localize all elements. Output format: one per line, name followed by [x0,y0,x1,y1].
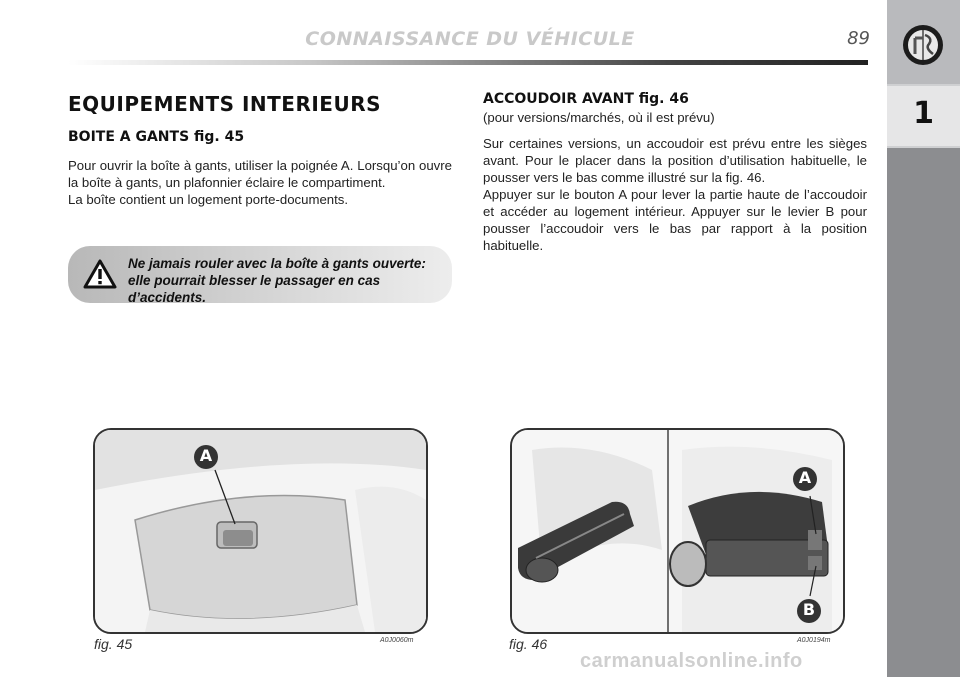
armrest-text [483,135,867,254]
page-number: 89 [847,28,870,49]
figure-caption: fig. 46 [509,636,548,652]
figure-code: A0J0194m [797,637,831,644]
alfa-romeo-logo-icon [902,24,944,66]
chapter-number: 1 [913,96,934,131]
paragraph: La boîte contient un logement porte-documents. [68,192,349,207]
armrest-illustration [512,430,843,632]
warning-line: elle pourrait blesser le passager en cas d’accidents. [128,273,381,305]
running-title: CONNAISSANCE DU VÉHICULE [305,28,635,50]
figure-code: A0J0060m [380,637,414,644]
armrest-subtitle: (pour versions/marchés, où il est prévu) [483,110,715,125]
figure-label: A [199,446,213,465]
warning-triangle-icon [82,258,118,290]
figure-label: A [798,468,812,487]
warning-box [68,246,452,303]
glovebox-illustration [95,430,426,632]
figure-label: B [802,600,816,619]
header-rule [68,60,868,65]
chapter-side-tab [887,0,960,677]
footer-watermark: carmanualsonline.info [580,650,803,672]
paragraph: Sur certaines versions, un accoudoir est prévu entre les sièges avant. Pour le placer dans la position d’utilisation habituelle, le pousser vers le bas comme illustré sur la fig. 46. [483,136,867,185]
section-title: EQUIPEMENTS INTERIEURS [68,92,382,116]
warning-text [128,255,443,306]
figure-45 [93,428,428,634]
warning-line: Ne jamais rouler avec la boîte à gants ouverte: [128,256,426,271]
figure-caption: fig. 45 [94,636,133,652]
side-band [887,148,960,677]
paragraph: Pour ouvrir la boîte à gants, utiliser la poignée A. Lorsqu’on ouvre la boîte à gants, un plafonnier éclaire le compartiment. [68,158,452,190]
glovebox-text [68,157,452,208]
paragraph: Appuyer sur le bouton A pour lever la partie haute de l’accoudoir et accéder au logement intérieur. Appuyer sur le levier B pour pousser l’accoudoir vers le bas par rapport à la position habituelle. [483,187,867,253]
figure-46 [510,428,845,634]
glovebox-subtitle: BOITE A GANTS fig. 45 [68,129,245,145]
armrest-title: ACCOUDOIR AVANT fig. 46 [483,91,689,107]
